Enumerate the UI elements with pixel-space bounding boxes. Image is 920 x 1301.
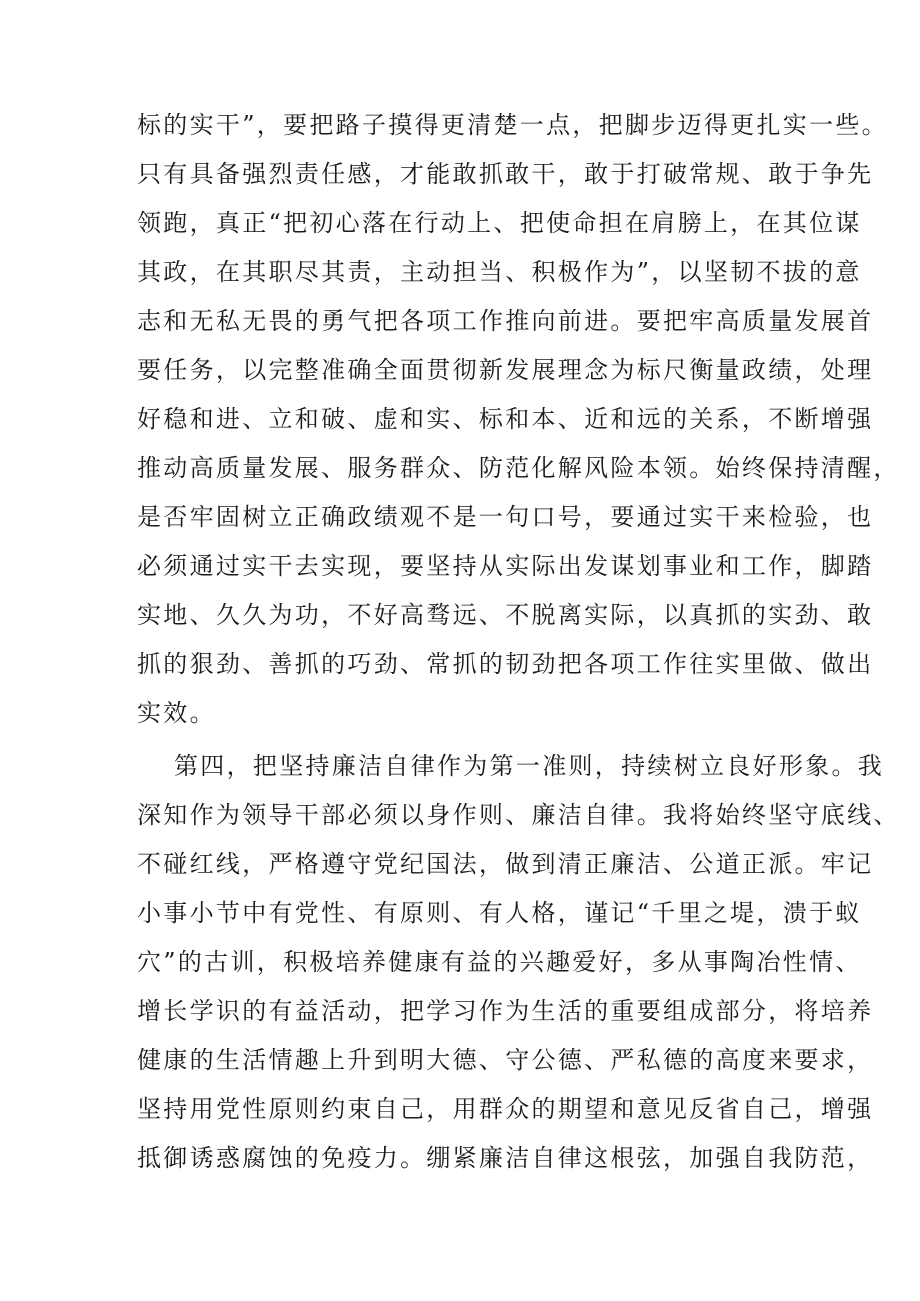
text-line: 领跑，真正“把初心落在行动上、把使命担在肩膀上，在其位谋: [137, 209, 862, 237]
text-line: 要任务，以完整准确全面贯彻新发展理念为标尺衡量政绩，处理: [137, 356, 874, 384]
text-line: 第四，把坚持廉洁自律作为第一准则，持续树立良好形象。我: [174, 752, 885, 780]
text-line: 抓的狠劲、善抓的巧劲、常抓的韧劲把各项工作往实里做、做出: [137, 650, 874, 678]
text-line: 标的实干”，要把路子摸得更清楚一点，把脚步迈得更扎实一些。: [137, 111, 888, 139]
text-line: 是否牢固树立正确政绩观不是一句口号，要通过实干来检验，也: [137, 503, 874, 531]
text-line: 实地、久久为功，不好高骛远、不脱离实际，以真抓的实劲、敢: [137, 601, 874, 629]
text-line: 抵御诱惑腐蚀的免疫力。绷紧廉洁自律这根弦，加强自我防范，: [137, 1144, 874, 1172]
text-line: 志和无私无畏的勇气把各项工作推向前进。要把牢高质量发展首: [137, 307, 874, 335]
text-line: 好稳和进、立和破、虚和实、标和本、近和远的关系，不断增强: [137, 405, 874, 433]
text-line: 小事小节中有党性、有原则、有人格，谨记“千里之堤，溃于蚁: [137, 899, 862, 927]
text-line: 不碰红线，严格遵守党纪国法，做到清正廉洁、公道正派。牢记: [137, 850, 874, 878]
text-line: 坚持用党性原则约束自己，用群众的期望和意见反省自己，增强: [137, 1095, 874, 1123]
text-line: 增长学识的有益活动，把学习作为生活的重要组成部分，将培养: [137, 997, 874, 1025]
text-line: 健康的生活情趣上升到明大德、守公德、严私德的高度来要求，: [137, 1046, 874, 1074]
text-line: 其政，在其职尽其责，主动担当、积极作为”，以坚韧不拔的意: [137, 258, 862, 286]
text-line: 必须通过实干去实现，要坚持从实际出发谋划事业和工作，脚踏: [137, 552, 874, 580]
text-line: 实效。: [137, 699, 216, 727]
text-line: 只有具备强烈责任感，才能敢抓敢干，敢于打破常规、敢于争先: [137, 160, 874, 188]
text-line: 推动高质量发展、服务群众、防范化解风险本领。始终保持清醒，: [137, 454, 900, 482]
text-line: 穴”的古训，积极培养健康有益的兴趣爱好，多从事陶冶性情、: [137, 948, 862, 976]
text-line: 深知作为领导干部必须以身作则、廉洁自律。我将始终坚守底线、: [137, 801, 900, 829]
